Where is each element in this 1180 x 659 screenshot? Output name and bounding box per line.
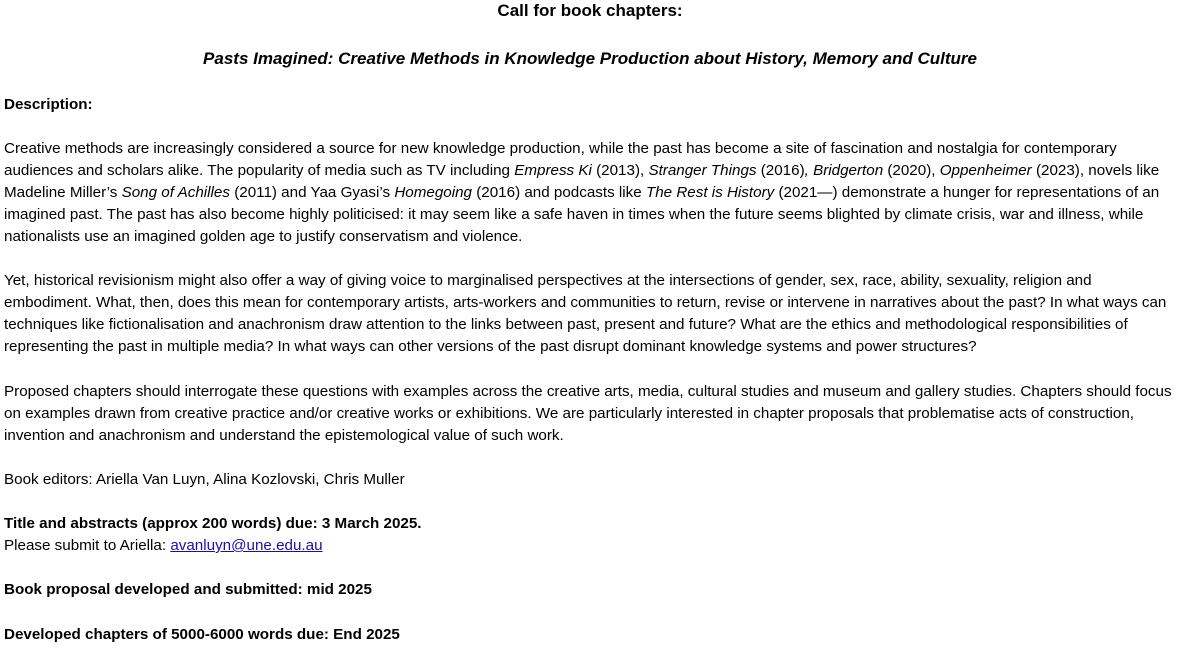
text-span: (2013), <box>591 162 649 179</box>
italic-title: , Bridgerton <box>804 162 884 179</box>
italic-title: The Rest is History <box>645 184 775 201</box>
submit-line <box>4 535 1176 557</box>
text-span: Creative methods are increasingly considered a source for new knowledge production, while the past has become a site of fascination and nostalgia for contemporary audiences and scholars alike. The popularity of media such as TV including <box>4 140 1117 179</box>
text-span: (2016) <box>756 162 805 179</box>
italic-title: Stranger Things <box>648 162 757 179</box>
paragraph-proposals: Proposed chapters should interrogate these questions with examples across the creative arts, media, cultural studies and museum and gallery studies. Chapters should focus on examples drawn from creative practice and/or creative works or exhibitions. We are particularly interested in chapter proposals that problematise acts of construction, invention and anachronism and understand the epistemological value of such work. <box>4 383 1172 444</box>
email-link[interactable]: avanluyn@une.edu.au <box>170 537 323 554</box>
text-span: (2011) and Yaa Gyasi’s <box>229 184 395 201</box>
italic-title: Song of Achilles <box>121 184 230 201</box>
paragraph-intro <box>4 138 1176 248</box>
description-label: Description: <box>4 96 93 113</box>
paragraph-revisionism: Yet, historical revisionism might also offer a way of giving voice to marginalised perspectives at the intersections of gender, sex, race, ability, sexuality, religion and embodiment. What, then, does this mean for contemporary artists, arts-workers and communities to return, revise or intervene in narratives about the past? In what ways can techniques like fictionalisation and anachronism draw attention to the links between past, present and future? What are the ethics and methodological responsibilities of representing the past in multiple media? In what ways can other versions of the past disrupt dominant knowledge systems and power structures? <box>4 272 1167 355</box>
proposal-deadline: Book proposal developed and submitted: mid 2025 <box>4 581 372 598</box>
text-span: (2016) and podcasts like <box>472 184 646 201</box>
editors-line: Book editors: Ariella Van Luyn, Alina Kozlovski, Chris Muller <box>4 471 405 488</box>
book-title: Pasts Imagined: Creative Methods in Knowledge Production about History, Memory and Culture <box>203 49 977 68</box>
italic-title: Homegoing <box>394 184 473 201</box>
italic-title: Empress Ki <box>514 162 592 179</box>
text-span: (2023), novels like Madeline Miller’s <box>4 162 1160 201</box>
text-span: (2021—) demonstrate a hunger for representations of an imagined past. The past has also become highly politicised: it may seem like a safe haven in times when the future seems blighted by climate crisis, war and illness, while nationalists use an imagined golden age to justify conservatism and violence. <box>4 184 1160 245</box>
text-span: (2020), <box>883 162 940 179</box>
chapters-deadline: Developed chapters of 5000-6000 words due: End 2025 <box>4 626 400 643</box>
italic-title: Oppenheimer <box>939 162 1032 179</box>
call-heading: Call for book chapters: <box>497 1 683 20</box>
submit-prefix: Please submit to Ariella: <box>4 537 171 554</box>
abstracts-deadline: Title and abstracts (approx 200 words) due: 3 March 2025. <box>4 515 422 532</box>
